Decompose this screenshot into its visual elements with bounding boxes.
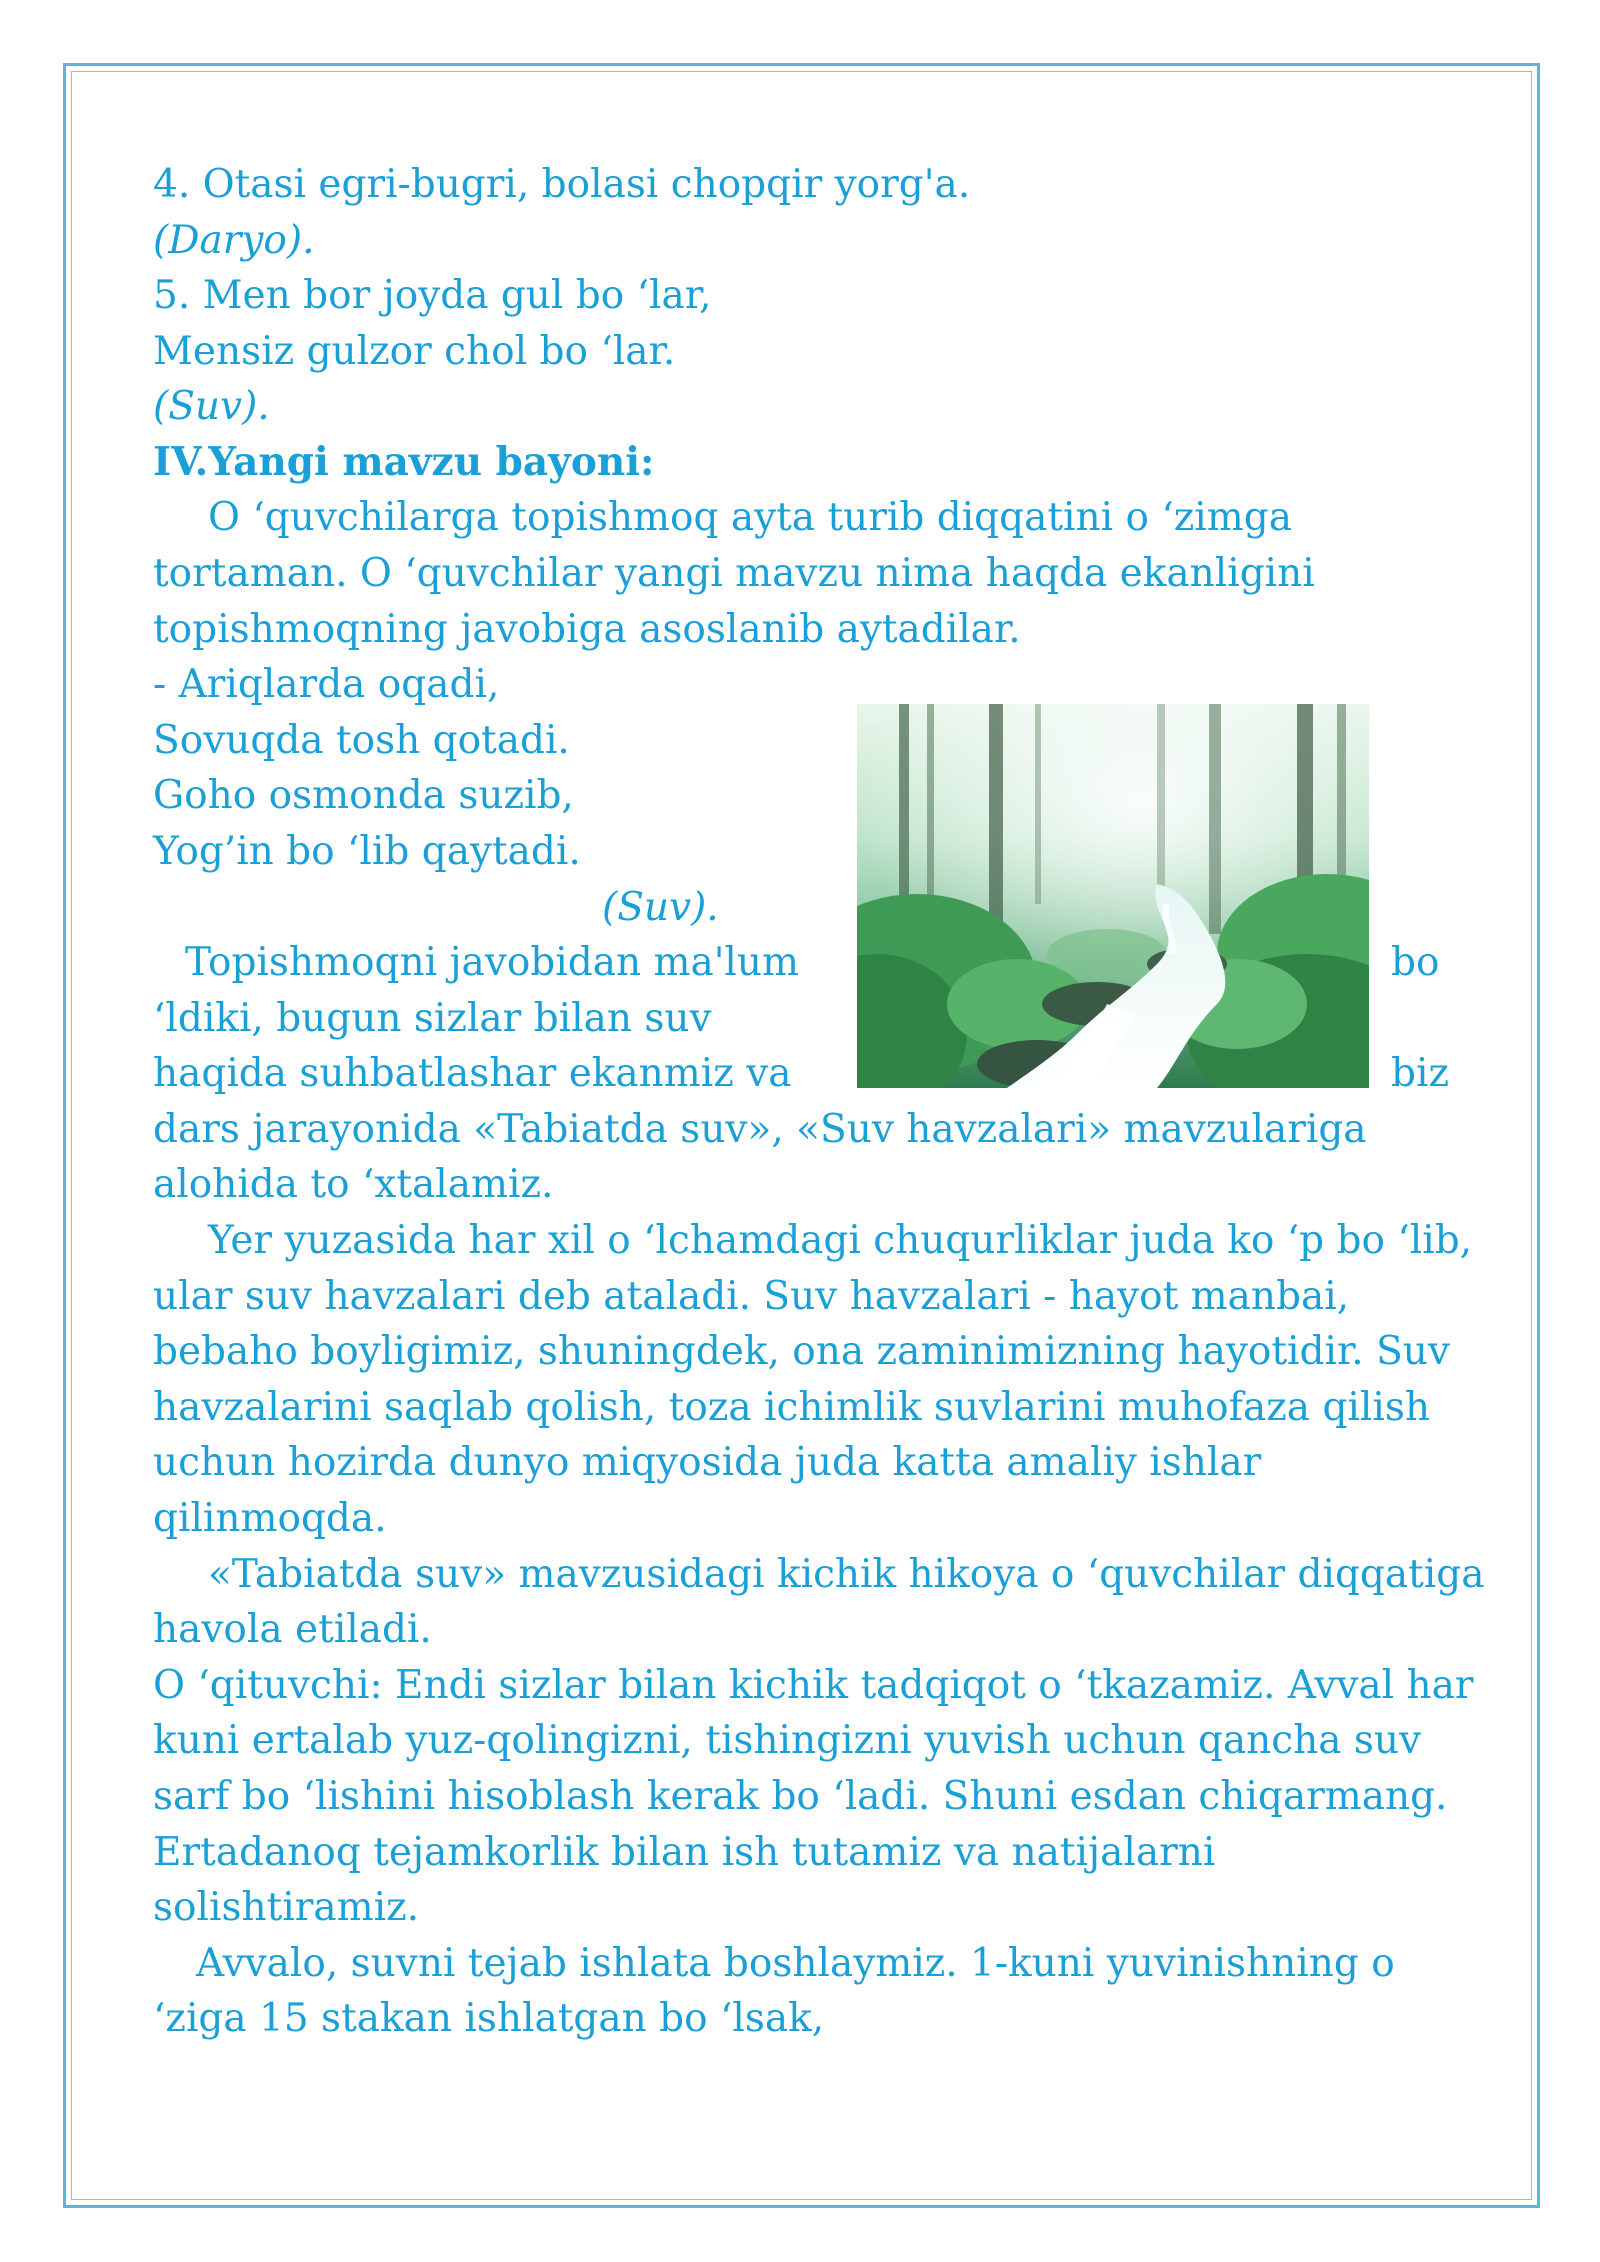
teacher-line-2: kuni ertalab yuz-qolingizni, tishingizni yuvish uchun qancha suv (153, 1718, 1422, 1763)
riddle-6-line-1: - Ariqlarda oqadi, (153, 662, 500, 707)
wrap-right-2: biz (1391, 1051, 1449, 1096)
riddle-6-line-3: Goho osmonda suzib, (153, 773, 574, 818)
last-line-1: Avvalo, suvni tejab ishlata boshlaymiz. 1-kuni yuvinishning o (196, 1941, 1395, 1986)
havza-line-1: Yer yuzasida har xil o ‘lchamdagi chuqurliklar juda ko ‘p bo ‘lib, (208, 1218, 1473, 1263)
havza-line-4: havzalarini saqlab qolish, toza ichimlik suvlarini muhofaza qilish (153, 1385, 1430, 1430)
teacher-line-4: Ertadanoq tejamkorlik bilan ish tutamiz va natijalarni (153, 1830, 1216, 1875)
after-image-line-1: dars jarayonida «Tabiatda suv», «Suv havzalari» mavzulariga (153, 1107, 1367, 1152)
waterfall-image (857, 704, 1369, 1088)
story-line-2: havola etiladi. (153, 1607, 432, 1652)
teacher-line-3: sarf bo ‘lishini hisoblash kerak bo ‘ladi. Shuni esdan chiqarmang. (153, 1774, 1448, 1819)
last-line-2: ‘ziga 15 stakan ishlatgan bo ‘lsak, (153, 1996, 825, 2041)
riddle-5-answer: (Suv). (153, 384, 270, 429)
intro-line-1: O ‘quvchilarga topishmoq ayta turib diqqatini o ‘zimga (208, 495, 1292, 540)
wrap-line-2: ‘ldiki, bugun sizlar bilan suv (153, 996, 712, 1041)
section-heading: IV.Yangi mavzu bayoni: (153, 439, 655, 485)
havza-line-2: ular suv havzalari deb ataladi. Suv havzalari - hayot manbai, (153, 1274, 1350, 1319)
riddle-4-answer: (Daryo). (153, 218, 315, 263)
riddle-4-line: 4. Otasi egri-bugri, bolasi chopqir yorg'a. (153, 162, 971, 207)
riddle-6-line-2: Sovuqda tosh qotadi. (153, 718, 570, 763)
teacher-line-1: O ‘qituvchi: Endi sizlar bilan kichik tadqiqot o ‘tkazamiz. Avval har (153, 1663, 1474, 1708)
havza-line-5: uchun hozirda dunyo miqyosida juda katta amaliy ishlar (153, 1440, 1262, 1485)
havza-line-6: qilinmoqda. (153, 1496, 387, 1541)
intro-line-3: topishmoqning javobiga asoslanib aytadilar. (153, 607, 1021, 652)
teacher-line-5: solishtiramiz. (153, 1885, 420, 1930)
riddle-5-line-2: Mensiz gulzor chol bo ‘lar. (153, 329, 676, 374)
havza-line-3: bebaho boyligimiz, shuningdek, ona zaminimizning hayotidir. Suv (153, 1329, 1450, 1374)
story-line-1: «Tabiatda suv» mavzusidagi kichik hikoya o ‘quvchilar diqqatiga (208, 1552, 1485, 1597)
riddle-6-answer: (Suv). (602, 885, 719, 930)
intro-line-2: tortaman. O ‘quvchilar yangi mavzu nima haqda ekanligini (153, 551, 1315, 596)
wrap-right-1: bo (1391, 940, 1440, 985)
wrap-line-3: haqida suhbatlashar ekanmiz va (153, 1051, 792, 1096)
riddle-5-line-1: 5. Men bor joyda gul bo ‘lar, (153, 273, 712, 318)
wrap-line-1: Topishmoqni javobidan ma'lum (185, 940, 800, 985)
riddle-6-line-4: Yog’in bo ‘lib qaytadi. (153, 829, 581, 874)
after-image-line-2: alohida to ‘xtalamiz. (153, 1162, 554, 1207)
